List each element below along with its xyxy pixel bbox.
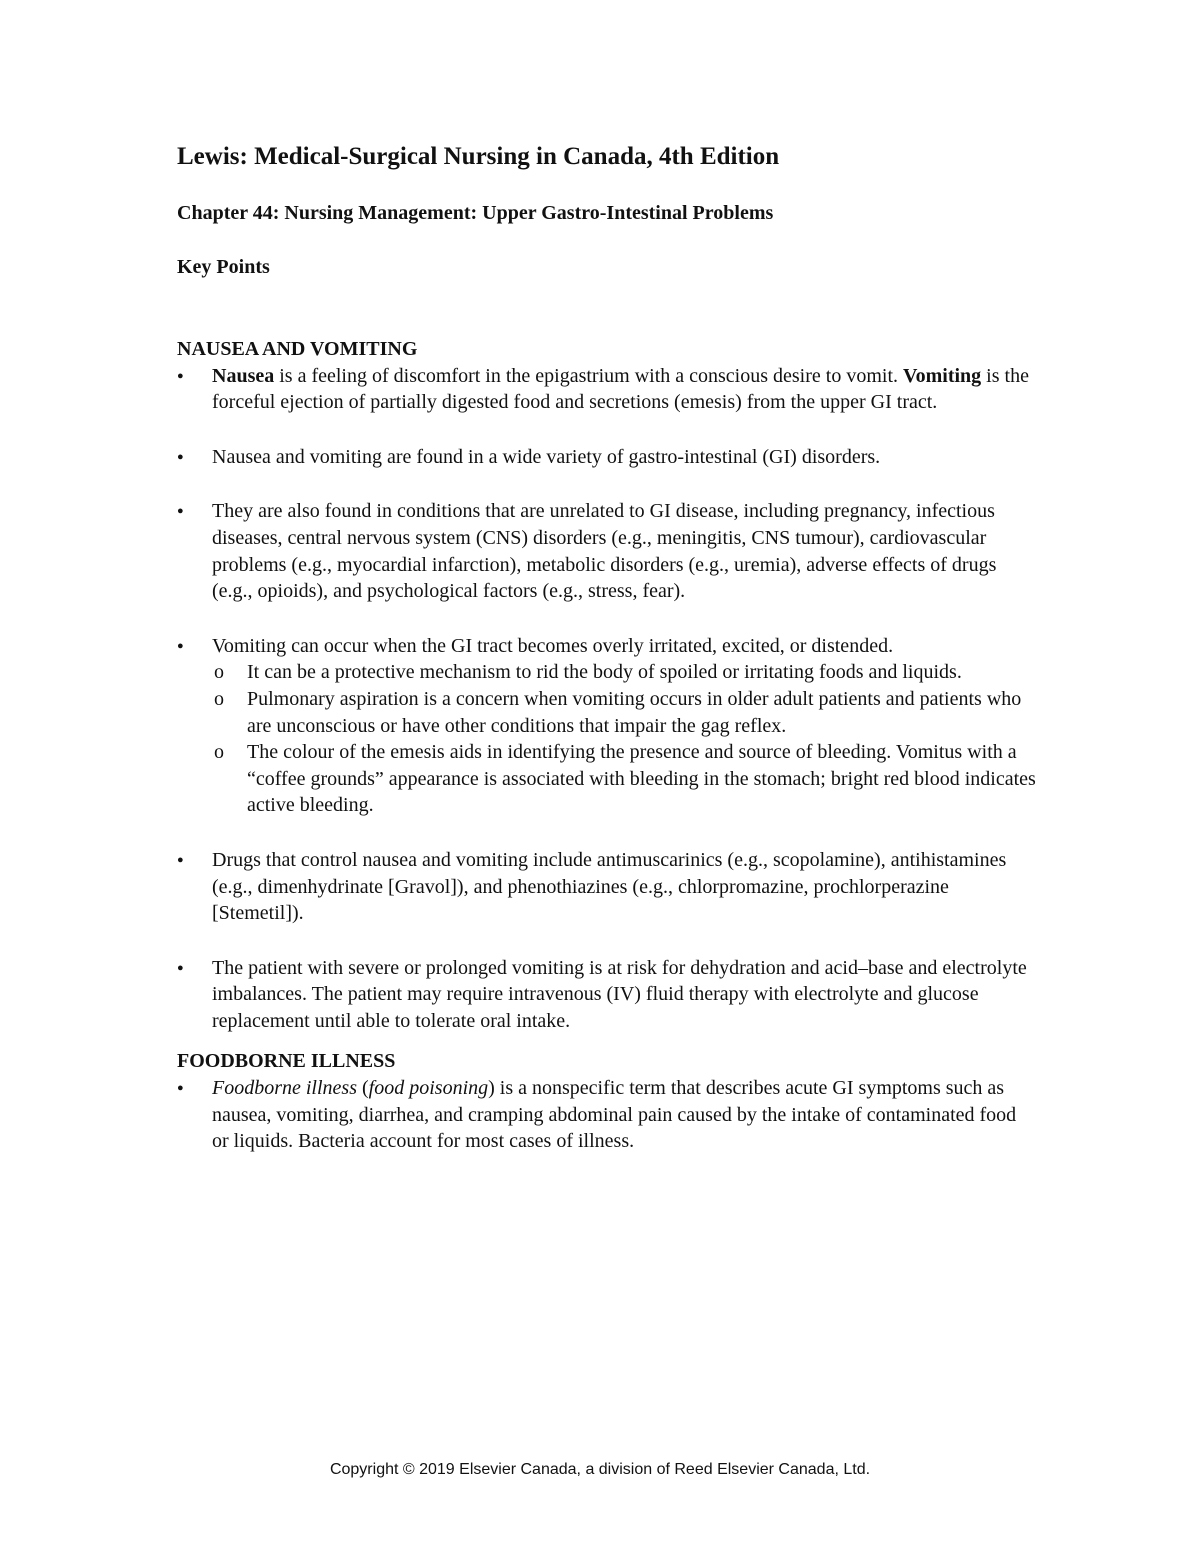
document-body [177,336,1037,1183]
sub-bullet-item: o It can be a protective mechanism to rid the body of spoiled or irritating foods and liquids. [212,659,1037,686]
sub-bullet-item: o The colour of the emesis aids in identifying the presence and source of bleeding. Vomitus with a “coffee grounds” appearance is associated with bleeding in the stomach; bright red blood indicates active bleeding. [212,739,1037,819]
bullet-item [177,847,1037,927]
bullet-item [177,1075,1037,1155]
term-foodborne-illness: Foodborne illness [212,1077,357,1100]
bullet-item [177,363,1037,416]
copyright-footer: Copyright © 2019 Elsevier Canada, a division of Reed Elsevier Canada, Ltd. [329,1461,871,1478]
section-heading-nausea: NAUSEA AND VOMITING [177,338,418,360]
bullet-text: is the forceful ejection of partially digested food and secretions (emesis) from the upper GI tract. [212,364,1029,414]
sub-bullet-list [212,659,1037,819]
bullet-item [177,444,1037,471]
bullet-item [177,498,1037,604]
nausea-bullet-list [177,363,1037,1035]
bullet-text: They are also found in conditions that are unrelated to GI disease, including pregnancy, infectious diseases, central nervous system (CNS) disorders (e.g., meningitis, CNS tumour), cardiovascular problems (e.g., myocardial infarction), metabolic disorders (e.g., uremia), adverse effects of drugs (e.g., opioids), and psychological factors (e.g., stress, fear). [212,500,997,603]
section-heading-foodborne: FOODBORNE ILLNESS [177,1050,396,1073]
bullet-text: Drugs that control nausea and vomiting include antimuscarinics (e.g., scopolamine), antihistamines (e.g., dimenhydrinate [Gravol]), and phenothiazines (e.g., chlorpromazine, prochlorperazine [Stemetil]). [212,848,1007,925]
bullet-item [177,955,1037,1035]
document-title: Lewis: Medical-Surgical Nursing in Canada, 4th Edition [177,143,780,170]
key-points-heading: Key Points [177,256,270,278]
foodborne-bullet-list [177,1075,1037,1155]
sub-bullet-item: o Pulmonary aspiration is a concern when vomiting occurs in older adult patients and patients who are unconscious or have other conditions that impair the gag reflex. [212,686,1037,739]
term-nausea: Nausea [212,364,275,387]
bullet-text: is a feeling of discomfort in the epigastrium with a conscious desire to vomit. [274,364,903,387]
bullet-text: ) is a nonspecific term that describes acute GI symptoms such as nausea, vomiting, diarrhea, and cramping abdominal pain caused by the intake of contaminated food or liquids. Bacteria account for most cases of illness. [212,1077,1017,1153]
bullet-item [177,633,1037,819]
chapter-title: Chapter 44: Nursing Management: Upper Gastro-Intestinal Problems [177,202,774,224]
bullet-text: The patient with severe or prolonged vomiting is at risk for dehydration and acid–base and electrolyte imbalances. The patient may require intravenous (IV) fluid therapy with electrolyte and glucose replacement until able to tolerate oral intake. [212,956,1027,1032]
bullet-text: ( [357,1077,369,1100]
bullet-text: Vomiting can occur when the GI tract becomes overly irritated, excited, or distended. [212,634,894,657]
bullet-text: Nausea and vomiting are found in a wide variety of gastro-intestinal (GI) disorders. [212,445,881,468]
term-food-poisoning: food poisoning [368,1077,489,1100]
term-vomiting: Vomiting [903,364,982,387]
